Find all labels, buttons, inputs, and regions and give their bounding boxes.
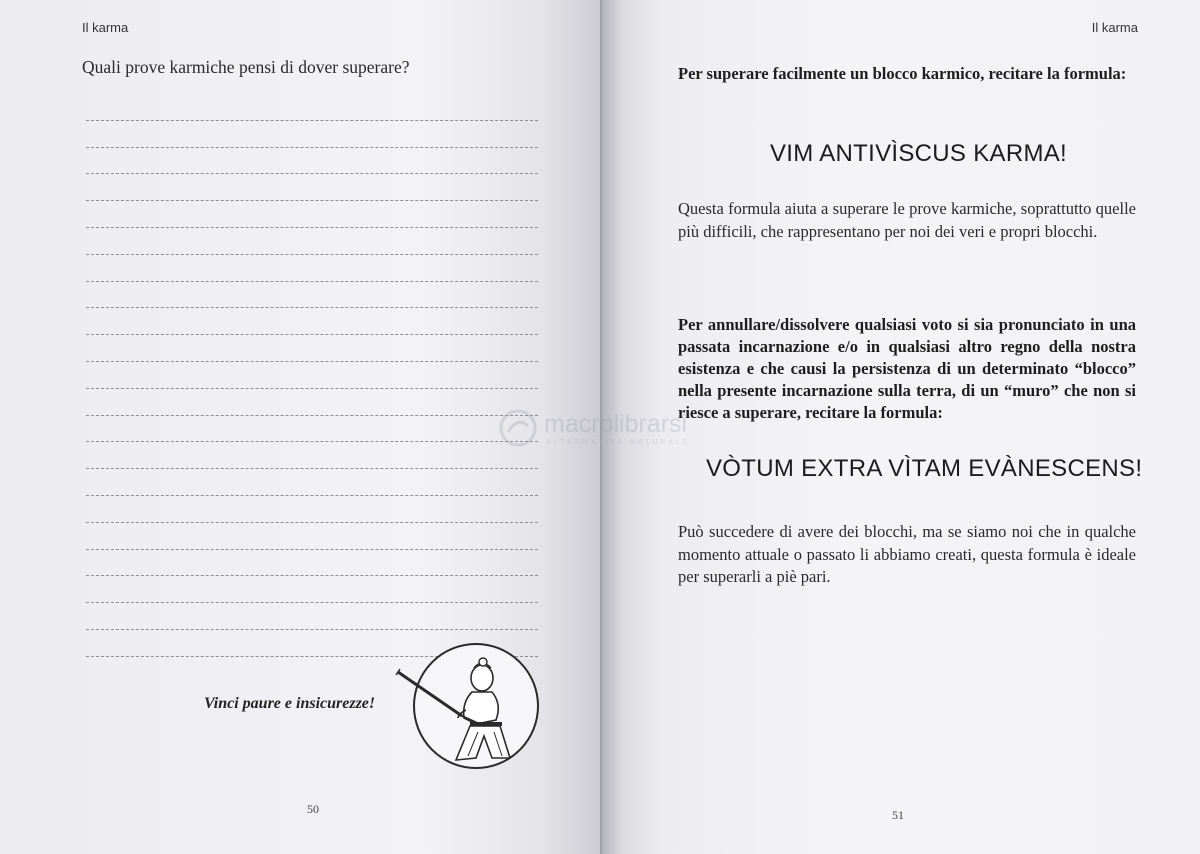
- running-head-right: Il karma: [1091, 20, 1138, 35]
- paragraph-2: Può succedere di avere dei blocchi, ma se siamo noi che in qualche momento attuale o passato li abbiamo creati, questa formula è ideale per superarli a piè pari.: [678, 522, 1136, 586]
- writing-line: [86, 335, 538, 362]
- writing-line: [86, 94, 538, 121]
- writing-line: [86, 201, 538, 228]
- writing-line: [86, 282, 538, 309]
- writing-line: [86, 121, 538, 148]
- watermark-text: macrolibrarsi: [544, 410, 688, 438]
- writing-line: [86, 603, 538, 630]
- watermark: [498, 408, 728, 448]
- writing-line: [86, 469, 538, 496]
- writing-line: [86, 228, 538, 255]
- formula-1: VIM ANTIVÌSCUS KARMA!: [770, 140, 1068, 167]
- macrolibrarsi-logo-icon: [498, 408, 538, 448]
- page-number-left: 50: [307, 802, 319, 816]
- intro-2-text: Per annullare/dissolvere qualsiasi voto si sia pronunciato in una passata incarnazione e/o in qualsiasi altro regno della nostra esistenza e che causi la persistenza di un determinato “blocco” nella presente incarnazione sulla terra, di un “muro” che non si riesce a superare, recitare la formula:: [678, 315, 1136, 422]
- writing-line: [86, 550, 538, 577]
- question-prompt: Quali prove karmiche pensi di dover superare?: [82, 57, 410, 77]
- page-number-right: 51: [892, 808, 904, 822]
- watermark-subtext: ALTERNATIVA NATURALE: [546, 439, 691, 446]
- motto: Vinci paure e insicurezze!: [204, 695, 376, 712]
- writing-line: [86, 576, 538, 603]
- writing-line: [86, 523, 538, 550]
- samurai-with-sword-icon: [392, 640, 542, 772]
- writing-lines: [86, 94, 538, 657]
- formula-2: VÒTUM EXTRA VÌTAM EVÀNESCENS!: [706, 455, 1143, 482]
- writing-line: [86, 174, 538, 201]
- writing-line: [86, 308, 538, 335]
- writing-line: [86, 255, 538, 282]
- writing-line: [86, 416, 538, 443]
- writing-line: [86, 148, 538, 175]
- paragraph-1: Questa formula aiuta a superare le prove karmiche, soprattutto quelle più difficili, che rappresentano per noi dei veri e propri blocchi.: [678, 199, 1136, 241]
- writing-line: [86, 389, 538, 416]
- intro-text: Per superare facilmente un blocco karmico, recitare la formula:: [678, 64, 1127, 83]
- running-head-left: Il karma: [82, 20, 129, 35]
- writing-line: [86, 496, 538, 523]
- writing-line: [86, 362, 538, 389]
- writing-line: [86, 442, 538, 469]
